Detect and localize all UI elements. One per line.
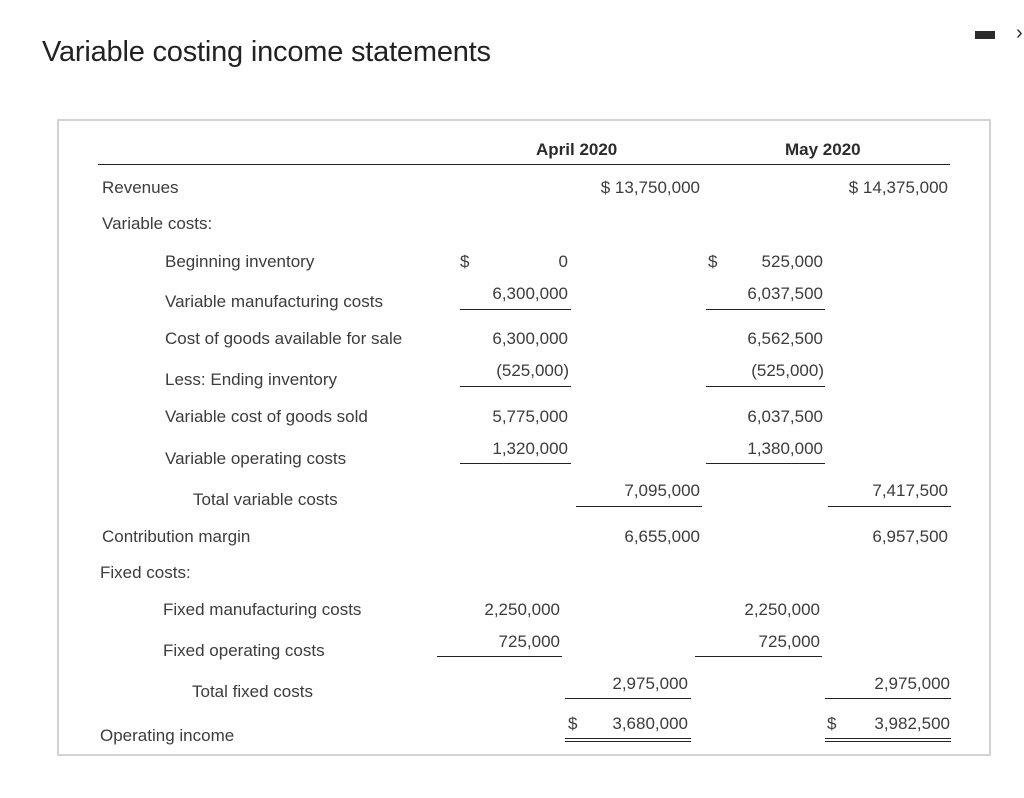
may-fixed-manufacturing: 2,250,000: [744, 600, 820, 619]
may-total-fixed-rule: [825, 698, 951, 699]
label-variable-operating: Variable operating costs: [165, 449, 347, 468]
label-beginning-inventory: Beginning inventory: [165, 252, 315, 271]
may-fixed-operating: 725,000: [758, 632, 820, 651]
may-ending-inventory: (525,000): [751, 361, 824, 380]
april-contribution-margin: 6,655,000: [624, 527, 700, 546]
may-ending-rule: [706, 386, 825, 387]
may-operating-rule: [706, 463, 825, 464]
april-double-rule: [565, 738, 691, 742]
minimize-icon[interactable]: [975, 31, 995, 39]
label-variable-manufacturing: Variable manufacturing costs: [165, 292, 383, 311]
label-fixed-operating: Fixed operating costs: [163, 641, 325, 660]
april-beginning-dollar: $: [460, 252, 470, 271]
header-rule: [98, 164, 950, 165]
may-beginning-inventory: 525,000: [761, 252, 823, 271]
april-beginning-inventory: 0: [558, 252, 568, 271]
april-total-fixed: 2,975,000: [612, 674, 688, 693]
label-fixed-costs: Fixed costs:: [100, 563, 191, 582]
page-title: Variable costing income statements: [42, 36, 491, 68]
may-goods-available: 6,562,500: [747, 329, 823, 348]
label-variable-cogs: Variable cost of goods sold: [165, 407, 368, 426]
may-beginning-dollar: $: [708, 252, 718, 271]
april-operating-rule: [460, 463, 571, 464]
april-total-variable: 7,095,000: [624, 481, 700, 500]
april-subtotal-rule: [460, 309, 571, 310]
label-contribution-margin: Contribution margin: [102, 527, 251, 546]
april-variable-manufacturing: 6,300,000: [492, 284, 568, 303]
may-revenues: $ 14,375,000: [848, 178, 948, 197]
label-ending-inventory: Less: Ending inventory: [165, 370, 337, 389]
april-ending-inventory: (525,000): [496, 361, 569, 380]
may-operating-income: 3,982,500: [874, 714, 950, 733]
april-revenues: $ 13,750,000: [600, 178, 700, 197]
label-fixed-manufacturing: Fixed manufacturing costs: [163, 600, 362, 619]
april-operating-income: 3,680,000: [612, 714, 688, 733]
april-total-variable-rule: [576, 506, 702, 507]
may-total-fixed: 2,975,000: [874, 674, 950, 693]
april-operating-dollar: $: [568, 714, 578, 733]
april-fixed-manufacturing: 2,250,000: [484, 600, 560, 619]
may-subtotal-rule: [706, 309, 825, 310]
label-total-fixed: Total fixed costs: [192, 682, 313, 701]
label-total-variable: Total variable costs: [193, 490, 338, 509]
april-goods-available: 6,300,000: [492, 329, 568, 348]
may-contribution-margin: 6,957,500: [872, 527, 948, 546]
label-revenues: Revenues: [102, 178, 179, 197]
may-double-rule: [825, 738, 951, 742]
april-fixed-rule: [437, 656, 562, 657]
close-icon[interactable]: ›: [1016, 22, 1023, 44]
may-variable-operating: 1,380,000: [747, 439, 823, 458]
april-ending-rule: [460, 386, 571, 387]
may-variable-cogs: 6,037,500: [747, 407, 823, 426]
label-goods-available: Cost of goods available for sale: [165, 329, 403, 348]
may-operating-dollar: $: [827, 714, 837, 733]
may-total-variable: 7,417,500: [872, 481, 948, 500]
may-variable-manufacturing: 6,037,500: [747, 284, 823, 303]
april-total-fixed-rule: [565, 698, 691, 699]
header-may: May 2020: [785, 140, 861, 159]
header-april: April 2020: [536, 140, 618, 159]
may-fixed-rule: [695, 656, 822, 657]
april-fixed-operating: 725,000: [498, 632, 560, 651]
label-operating-income: Operating income: [100, 726, 235, 745]
may-total-variable-rule: [828, 506, 951, 507]
label-variable-costs: Variable costs:: [102, 214, 213, 233]
april-variable-operating: 1,320,000: [492, 439, 568, 458]
april-variable-cogs: 5,775,000: [492, 407, 568, 426]
